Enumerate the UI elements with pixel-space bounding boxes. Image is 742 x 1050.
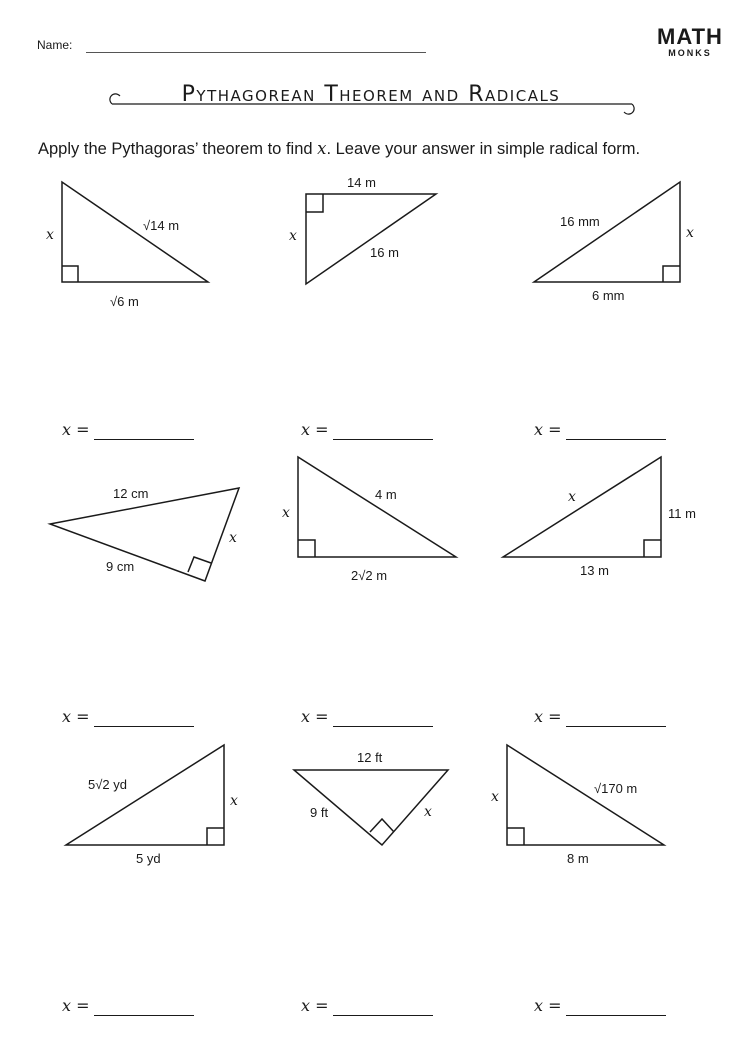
p9-label-hyp: √170 m xyxy=(594,781,638,796)
p6-label-side: 11 m xyxy=(668,506,696,521)
right-angle-mark-7 xyxy=(207,828,224,845)
p1-label-base: √6 m xyxy=(110,294,139,309)
answer-field-4[interactable]: x = xyxy=(62,707,90,727)
p5-label-base: 2√2 m xyxy=(351,568,388,583)
triangle-4 xyxy=(50,488,239,581)
logo-top-text: MATH xyxy=(657,24,723,49)
p2-label-hyp: 16 m xyxy=(370,245,399,260)
right-angle-mark-8 xyxy=(370,819,394,832)
answer-field-1[interactable]: x = xyxy=(62,420,90,440)
right-angle-mark-4 xyxy=(188,557,211,572)
right-angle-mark-1 xyxy=(62,266,78,282)
right-angle-mark-3 xyxy=(663,266,680,282)
p8-label-left: 9 ft xyxy=(310,805,329,820)
p4-label-bottom: 9 cm xyxy=(106,559,135,574)
triangle-2 xyxy=(306,194,436,284)
right-angle-mark-6 xyxy=(644,540,661,557)
p5-label-hyp: 4 m xyxy=(375,487,397,502)
triangle-1 xyxy=(62,182,208,282)
p4-label-x: x xyxy=(229,530,237,546)
page-title: Pythagorean Theorem and Radicals xyxy=(181,82,561,107)
triangle-5 xyxy=(298,457,456,557)
answer-field-2[interactable]: x = xyxy=(301,420,329,440)
p8-label-top: 12 ft xyxy=(357,750,383,765)
answer-field-8[interactable]: x = xyxy=(301,996,329,1016)
name-label: Name: xyxy=(37,38,73,52)
instructions: Apply the Pythagoras’ theorem to find x. Leave your answer in simple radical form. xyxy=(38,139,641,158)
p6-label-base: 13 m xyxy=(580,563,609,578)
p3-label-x: x xyxy=(686,225,694,241)
p9-label-base: 8 m xyxy=(567,851,589,866)
triangle-6 xyxy=(503,457,661,557)
p2-label-x: x xyxy=(289,228,297,244)
right-angle-mark-9 xyxy=(507,828,524,845)
answer-field-6[interactable]: x = xyxy=(534,707,562,727)
p6-label-x: x xyxy=(568,489,576,505)
p9-label-x: x xyxy=(491,789,499,805)
answer-field-9[interactable]: x = xyxy=(534,996,562,1016)
answer-field-3[interactable]: x = xyxy=(534,420,562,440)
p2-label-top: 14 m xyxy=(347,175,376,190)
triangle-7 xyxy=(66,745,224,845)
right-angle-mark-5 xyxy=(298,540,315,557)
p1-label-x: x xyxy=(46,227,54,243)
p8-label-x: x xyxy=(424,804,432,820)
logo-bottom-text: MONKS xyxy=(668,48,712,58)
triangle-9 xyxy=(507,745,664,845)
p1-label-hyp: √14 m xyxy=(143,218,180,233)
answer-field-7[interactable]: x = xyxy=(62,996,90,1016)
p5-label-x: x xyxy=(282,505,290,521)
p7-label-base: 5 yd xyxy=(136,851,161,866)
p4-label-top: 12 cm xyxy=(113,486,149,501)
answer-field-5[interactable]: x = xyxy=(301,707,329,727)
p7-label-x: x xyxy=(230,793,238,809)
p7-label-hyp: 5√2 yd xyxy=(88,777,127,792)
p3-label-base: 6 mm xyxy=(592,288,625,303)
right-angle-mark-2 xyxy=(306,194,323,212)
p3-label-hyp: 16 mm xyxy=(560,214,600,229)
triangle-3 xyxy=(534,182,680,282)
